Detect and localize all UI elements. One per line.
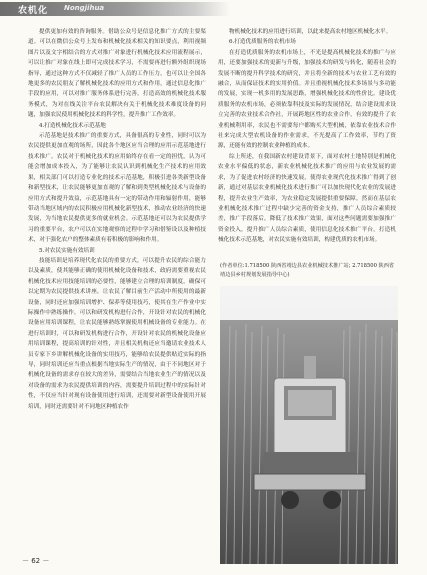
harvester-illustration [220,286,398,564]
paragraph: 示范基地是技术推广的重要方式，具备很高的专业性，同时可以为农民提供更加直观的场所，因此各个地区应当合理的应用示范基地进行技术推广。农民对于机械化技术的应用始终存在看一定的担忧，认为可能会增加成本投入，为了能够让农民认识到机械化生产技术的应用效果，相关部门可以打造专业化的技术示范基地，积极引进各类新型设备和新型技术，让农民能够更加直观的了解和到类型机械化技术与设备的应用方式和提升效益，示范基地具有一定的带动作用和辐射作用，能够带动当地区域内的农民积极应用机械化新型技术，推动农业经济的快速发展，为当地农民提供更多的就业机会。示范基地还可以为农民提供学习的重要平台，农户可以在实地观察的过程中学习和借鉴设以及种植技术，对于强化农户的整体素质有着积极的影响和作用。 [28,133,206,244]
paragraph: 技能培训是培养现代化农民的重要方式，可以提升农民的综合能力以及素质，使其能够正确的使用机械化设备和技术，政府需要重视农民机械化技术应用技能培训的必要性，能够建立合理的培训制度，确保可以定期为农民提供技术讲座，让农民了解目前生产活动中所使用的最新设备，同时还应加强培训增护、保养等使用技巧，使其在生产作业中实际操作中熟练操作，可以和研发机构进行合作，开设针对农民的机械化设备应用培训课程，让农民能够熟练掌握使用机械设备的专业能力。在进行培训时，可以和研发机构进行合作，开设针对农民的机械化设备应用培训课程，提高培训的针对性，并且相关机构还应当邀请农业技术人员专家下乡讲解机械化设备的实用技巧，能够给农民提供贴近实际的指导，同时培训还应当重点根据当地实际生产的情况，由于不同地区对于机械化设备的需求存在较大的差异，需要结合当地农业生产的情况以及对设备的需求为农民提供培训的内容，需要提升培训过程中的实际针对性，不仅应当针对现有设备使用进行培训，还需要对新型设备使用开展培训，同时还需要针对不同地区种植农作 [28,257,206,410]
paragraph: 物机械化技术的应用进行培训，以此来提高农村地区机械化水平。 [229,29,392,35]
harvester-photo [220,286,398,564]
header-title: 农机化 [18,6,49,16]
author-affiliation-footnote: (作者单位:1.718500 陕西省靖边县农业机械技术推广站; 2.718500 陕西省靖边县乡村规划发展指导中心) [220,263,395,278]
paragraph: 在打造优质服务的农机市场上，不光是提高机械化技术的推广与应用，还要加强技术的更新与升级，加强技术的研发与转化，随着社会的发展不断的提升科学技术的研究，并且将全新的技术与农业工艺有效的融合，从而保证技术的实用价值。并且重视机械化技术多场景与多功能的发展，实现一机多用的发展思路，增强机械化技术的性价比。建设优质服务的农机市场，必须依靠科技及实际的发展情况，结合建设需求设立完善的农业技术合作社，开展跨地区性的农业合作，有效的提升了农业机械利用率，农民也不需要每户都购买大型机械，依靠农业技术合作社来完成大型农机设备的作业需求，不光提高了工作效率，节约了资源，还能有效的控制农业种植的成本。 [218,49,396,150]
page-header [0,0,427,28]
header-subtitle: Nongjihua [64,4,105,12]
right-column [218,27,396,246]
section-heading: 4.打造机械化技术示范基地 [39,122,106,129]
left-column [28,27,206,412]
section-heading: 5.对农民实施有效培训 [39,247,95,254]
paragraph: 综上所述，在我国新农村建设背景下，面对农村土地特别是机械化农业水平偏低的状态，新农业机械化技术推广的应用与农业发展的需求，为了促进农村经济的快速发展，使得农业现代化技术推广得到了创新，通过对基层农业机械化技术进行推广可以加快现代化农业的发展进程，提升农业生产效率，为农业稳定发展提供重要保障。然而在基层农业机械化技术推广过程中缺少完善的资金支持，推广人员综合素质较差，推广手段落后，降低了技术推广效果，面对这些问题需要加强推广资金投入，提升推广人员综合素质，使用信息化技术推广平台，打造机械化技术示范基地，对农民实施有效培训，构建优质的农机市场。 [218,153,396,244]
section-heading: 6.打造优质服务的农机市场 [229,39,296,46]
page-number: － 62 － [22,557,50,565]
paragraph: 提供更加有效的咨询服务。借助公众号是信息化推广方式的主要渠道。可以在微信公众号上发布和机械化技术相关的知识要点，利用视频图片以及文字相结合的方式对推广对象进行机械化技术应用流程展示，可以让推广对象在线上即可完成技术学习，不需要再进行额外组织现场指导，通过这种方式不仅减轻了推广人员的工作压力，也可以让全国各地更多的农民朋友了解机械化技术的应用方式和作用，通过信息化推广手段的应用，可以对推广服务体系进行完善，打造高效的机械化技术服务模式，为对在线关注平台农民解决有关于机械化技术难度设备的问题，加强农民使用机械化技术的科学性，提升推广工作效率。 [28,29,206,119]
